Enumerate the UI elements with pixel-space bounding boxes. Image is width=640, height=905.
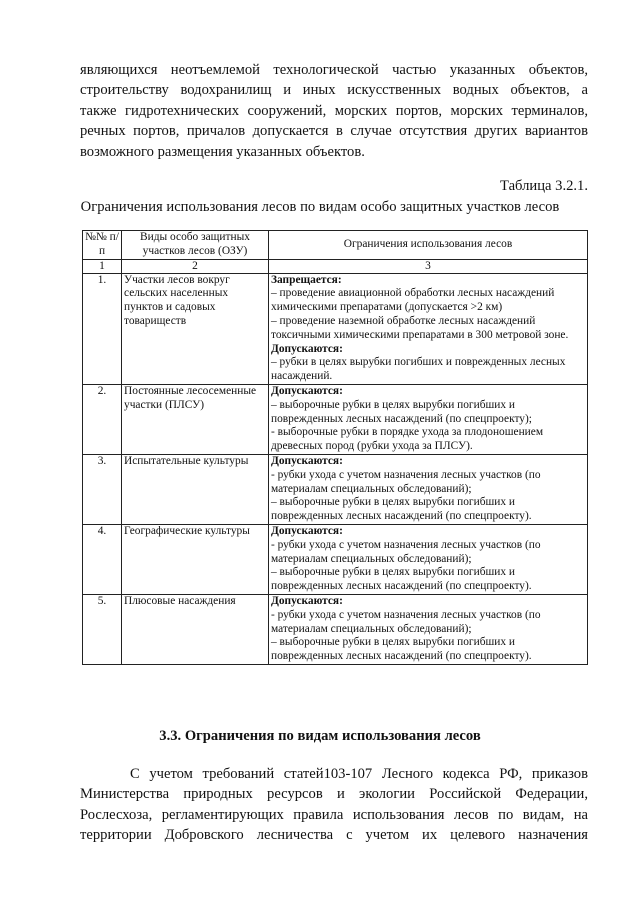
restriction-heading: Допускаются: xyxy=(271,454,343,467)
restrictions-table xyxy=(82,230,588,665)
outro-line: С учетом требований статей103-107 Лесного кодекса РФ, приказов xyxy=(130,766,588,782)
ozu-type: Географические культуры xyxy=(122,524,269,594)
restriction-heading: Допускаются: xyxy=(271,384,343,397)
restrictions-cell xyxy=(269,454,588,524)
header-restrictions: Ограничения использования лесов xyxy=(269,231,588,260)
restriction-item: – выборочные рубки в целях вырубки погибших и поврежденных лесных насаждений (по спецпроекту). xyxy=(271,496,532,523)
restriction-item: – рубки в целях вырубки погибших и поврежденных лесных насаждений. xyxy=(271,356,566,383)
restrictions-cell xyxy=(269,594,588,664)
restrictions-cell xyxy=(269,524,588,594)
table-row xyxy=(83,454,588,524)
row-number: 5. xyxy=(83,594,122,664)
table-number: Таблица 3.2.1. xyxy=(500,178,588,194)
intro-line: возможного размещения указанных объектов. xyxy=(80,143,365,160)
restriction-item: - рубки ухода с учетом назначения лесных участков (по материалам специальных обследований); xyxy=(271,608,541,635)
table-header-row xyxy=(83,231,588,260)
row-number: 4. xyxy=(83,524,122,594)
header-ozu-type: Виды особо защитных участков лесов (ОЗУ) xyxy=(122,231,269,260)
header-number: №№ п/п xyxy=(83,231,122,260)
column-number-row xyxy=(83,259,588,273)
restriction-item: – проведение авиационной обработки лесных насаждений химическими препаратами (допускается >2 км) xyxy=(271,287,555,314)
restriction-item: – проведение наземной обработке лесных насаждений токсичными химическими препаратами в 300 метровой зоне. xyxy=(271,314,569,341)
intro-line: речных портов, причалов допускается в случае отсутствия других вариантов xyxy=(80,123,588,140)
restriction-item: - выборочные рубки в порядке ухода за плодоношением древесных пород (рубки ухода за ПЛСУ). xyxy=(271,426,544,453)
intro-paragraph xyxy=(80,60,588,162)
row-number: 2. xyxy=(83,384,122,454)
column-number: 3 xyxy=(269,259,588,273)
ozu-type: Постоянные лесосеменные участки (ПЛСУ) xyxy=(122,384,269,454)
restriction-item: – выборочные рубки в целях вырубки погибших и поврежденных лесных насаждений (по спецпроекту). xyxy=(271,566,532,593)
intro-line: являющихся неотъемлемой технологической частью указанных объектов, xyxy=(80,62,588,78)
restriction-heading: Допускаются: xyxy=(271,594,343,607)
intro-line: строительству водохранилищ и иных искусственных водных объектов, а xyxy=(80,82,588,99)
restrictions-cell xyxy=(269,273,588,384)
column-number: 2 xyxy=(122,259,269,273)
table-row xyxy=(83,384,588,454)
restriction-item: - рубки ухода с учетом назначения лесных участков (по материалам специальных обследований); xyxy=(271,538,541,565)
intro-line: также гидротехнических сооружений, морских портов, морских терминалов, xyxy=(80,102,588,119)
outro-line: Рослесхоза, регламентирующих правила использования лесов по видам, на xyxy=(80,806,588,823)
row-number: 3. xyxy=(83,454,122,524)
restriction-heading: Запрещается: xyxy=(271,273,342,286)
ozu-type: Плюсовые насаждения xyxy=(122,594,269,664)
restriction-item: - рубки ухода с учетом назначения лесных участков (по материалам специальных обследований); xyxy=(271,468,541,495)
section-title: 3.3. Ограничения по видам использования лесов xyxy=(159,728,481,744)
table-title: Ограничения использования лесов по видам особо защитных участков лесов xyxy=(80,199,560,215)
table-row xyxy=(83,594,588,664)
ozu-type: Участки лесов вокруг сельских населенных пунктов и садовых товариществ xyxy=(122,273,269,384)
restriction-heading: Допускаются: xyxy=(271,524,343,537)
table-row xyxy=(83,524,588,594)
outro-line: Министерства природных ресурсов и экологии Российской Федерации, xyxy=(80,786,588,803)
ozu-type: Испытательные культуры xyxy=(122,454,269,524)
outro-line: территории Добровского лесничества с учетом их целевого назначения xyxy=(80,827,588,844)
restriction-heading: Допускаются: xyxy=(271,342,343,355)
row-number: 1. xyxy=(83,273,122,384)
restrictions-cell xyxy=(269,384,588,454)
column-number: 1 xyxy=(83,259,122,273)
outro-paragraph xyxy=(80,764,588,846)
restriction-item: – выборочные рубки в целях вырубки погибших и поврежденных лесных насаждений (по спецпроекту). xyxy=(271,636,532,663)
restriction-item: – выборочные рубки в целях вырубки погибших и поврежденных лесных насаждений (по спецпроекту); xyxy=(271,398,532,425)
table-row xyxy=(83,273,588,384)
